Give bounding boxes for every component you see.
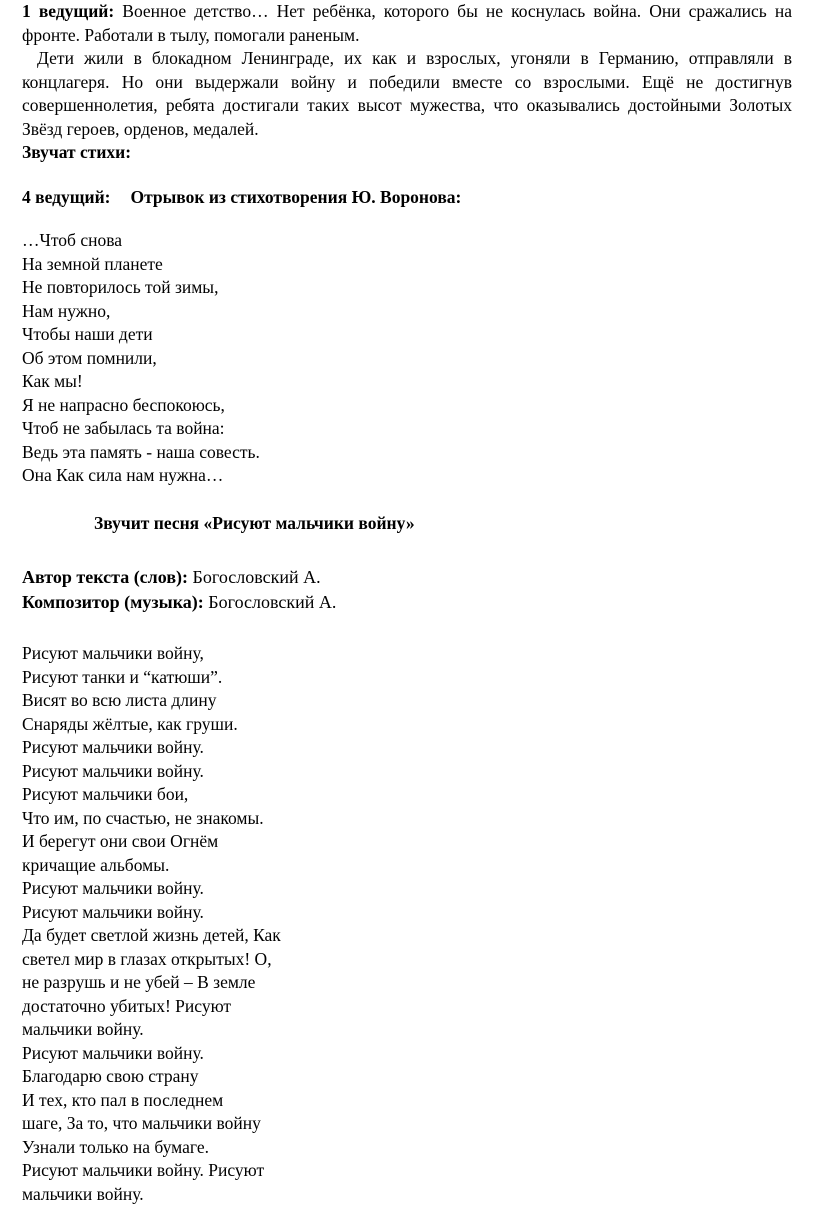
lyrics-line: не разрушь и не убей – В земле: [22, 971, 281, 995]
lyrics-line: кричащие альбомы.: [22, 854, 281, 878]
lyrics-line: Рисуют танки и “катюши”.: [22, 666, 281, 690]
lyrics-line: мальчики войну.: [22, 1183, 281, 1206]
lyrics-line: Рисуют мальчики бои,: [22, 783, 281, 807]
poem-line: Чтобы наши дети: [22, 323, 260, 347]
poem-line: Ведь эта память - наша совесть.: [22, 441, 260, 465]
poem-line: Как мы!: [22, 370, 260, 394]
intro-section: [22, 0, 792, 165]
lyrics-line: Висят во всю листа длину: [22, 689, 281, 713]
intro-text-1: Военное детство… Нет ребёнка, которого бы не коснулась война. Они сражались на фронте. Работали в тылу, помогали раненым.: [22, 1, 792, 45]
poem-line: Чтоб не забылась та война:: [22, 417, 260, 441]
lyrics-line: И тех, кто пал в последнем: [22, 1089, 281, 1113]
poem-line: Нам нужно,: [22, 300, 260, 324]
lyrics-line: Благодарю свою страну: [22, 1065, 281, 1089]
lyrics-line: Рисуют мальчики войну.: [22, 1042, 281, 1066]
excerpt-title: Отрывок из стихотворения Ю. Воронова:: [130, 187, 461, 207]
poems-sound-heading: [22, 141, 792, 165]
lyrics-line: Рисуют мальчики войну.: [22, 736, 281, 760]
poem-line: Она Как сила нам нужна…: [22, 464, 260, 488]
song-lyrics: [22, 642, 281, 1206]
composer-credit: [22, 589, 336, 615]
lyrics-line: Что им, по счастью, не знакомы.: [22, 807, 281, 831]
lyrics-line: Рисуют мальчики войну.: [22, 901, 281, 925]
poem-line: …Чтоб снова: [22, 229, 260, 253]
lyrics-line: Да будет светлой жизнь детей, Как: [22, 924, 281, 948]
lyrics-line: Узнали только на бумаге.: [22, 1136, 281, 1160]
lyrics-line: Снаряды жёлтые, как груши.: [22, 713, 281, 737]
lyrics-line: Рисуют мальчики войну.: [22, 760, 281, 784]
author-value: Богословский А.: [193, 567, 321, 587]
poem-line: Я не напрасно беспокоюсь,: [22, 394, 260, 418]
song-heading: [94, 512, 415, 536]
lyrics-line: мальчики войну.: [22, 1018, 281, 1042]
lyrics-line: И берегут они свои Огнём: [22, 830, 281, 854]
lyrics-line: Рисуют мальчики войну. Рисуют: [22, 1159, 281, 1183]
poem-line: Об этом помнили,: [22, 347, 260, 371]
author-label: Автор текста (слов):: [22, 567, 188, 587]
speaker-4-label: 4 ведущий:: [22, 187, 110, 207]
speaker-1-label: 1 ведущий:: [22, 1, 114, 21]
poem-line: Не повторилось той зимы,: [22, 276, 260, 300]
composer-label: Композитор (музыка):: [22, 592, 204, 612]
composer-value: Богословский А.: [208, 592, 336, 612]
poem-line: На земной планете: [22, 253, 260, 277]
lyrics-line: светел мир в глазах открытых! О,: [22, 948, 281, 972]
song-heading-text: Звучит песня «Рисуют мальчики войну»: [94, 513, 415, 533]
lyrics-line: шаге, За то, что мальчики войну: [22, 1112, 281, 1136]
speaker-4-line: [22, 186, 461, 210]
lyrics-line: Рисуют мальчики войну,: [22, 642, 281, 666]
lyrics-line: Рисуют мальчики войну.: [22, 877, 281, 901]
poems-sound-label: Звучат стихи:: [22, 142, 131, 162]
intro-paragraph-1: [22, 0, 792, 47]
author-credit: [22, 564, 321, 590]
lyrics-line: достаточно убитых! Рисуют: [22, 995, 281, 1019]
poem-excerpt: [22, 229, 260, 488]
intro-paragraph-2: Дети жили в блокадном Ленинграде, их как и взрослых, угоняли в Германию, отправляли в концлагеря. Но они выдержали войну и победили вместе со взрослыми. Ещё не достигнув совершеннолетия, ребята достигали таких высот мужества, что оказывались достойными Золотых Звёзд героев, орденов, медалей.: [22, 47, 792, 141]
